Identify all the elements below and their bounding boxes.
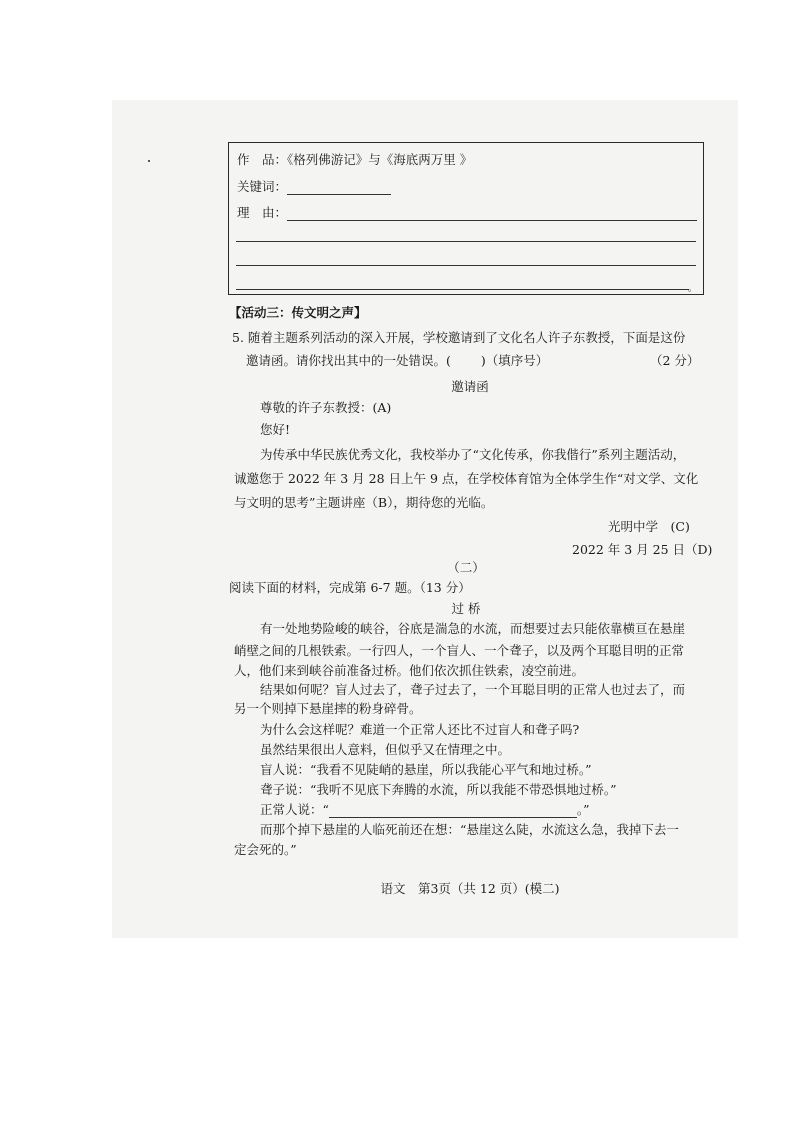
passage-title: 过 桥 [451,601,481,616]
passage-p2-line1: 结果如何呢？盲人过去了，聋子过去了，一个耳聪目明的正常人也过去了，而 [260,682,686,697]
reasons-box [228,142,704,295]
section2-number: （二） [447,560,485,575]
q5-line2 [246,351,548,369]
passage-p7-blank [329,805,577,818]
invitation-date: 2022 年 3 月 25 日（D) [572,542,713,557]
passage-p7 [260,800,590,818]
invitation-salutation: 尊敬的许子东教授：(A) [260,400,392,415]
keyword-blank [287,182,391,195]
reason-line-4 [236,289,689,290]
scan-speck [148,160,150,162]
passage-p2-line2: 另一个则掉下悬崖摔的粉身碎骨。 [234,701,422,716]
end-mark: 。 [687,284,697,294]
q5-line1: 5. 随着主题系列活动的深入开展，学校邀请到了文化名人许子东教授，下面是这份 [232,330,686,345]
passage-p7-b: 。” [576,802,590,817]
passage-p5: 盲人说：“我看不见陡峭的悬崖，所以我能心平气和地过桥。” [260,762,592,777]
passage-p6: 聋子说：“我听不见底下奔腾的水流，所以我能不带恐惧地过桥。” [260,782,617,797]
passage-p7-a: 正常人说：“ [260,802,329,817]
passage-p8-line1: 而那个掉下悬崖的人临死前还在想：“悬崖这么陡，水流这么急，我掉下去一 [260,822,679,837]
section2-instruction: 阅读下面的材料，完成第 6-7 题。（13 分） [229,580,471,595]
passage-p4: 虽然结果很出人意料，但似乎又在情理之中。 [260,742,511,757]
page-footer: 语文 第3页（共 12 页）(模二) [380,881,560,896]
reason-label: 理 由： [237,205,288,220]
works-value: 《格列佛游记》与《海底两万里 》 [287,152,473,167]
q5-line2-a: 邀请函。请你找出其中的一处错误。( [246,353,451,368]
q5-score: （2 分） [650,353,700,368]
invitation-sender: 光明中学 (C) [608,519,690,534]
keyword-row [237,177,391,195]
invitation-body-line2: 诚邀您于 2022 年 3 月 28 日上午 9 点，在学校体育馆为全体学生作“对文学、文化 [234,471,699,486]
invitation-title: 邀请函 [451,379,489,394]
invitation-greeting: 您好! [260,422,291,437]
works-label: 作 品： [237,152,288,167]
reason-blank [287,208,697,221]
reason-line-3 [236,265,696,266]
passage-p3: 为什么会这样呢？难道一个正常人还比不过盲人和聋子吗? [260,722,580,737]
activity3-heading: 【活动三：传文明之声】 [229,305,367,320]
q5-line2-b: )（填序号） [480,353,549,368]
reason-line-2 [236,241,696,242]
passage-p1-line3: 人，他们来到峡谷前准备过桥。他们依次抓住铁索，凌空前进。 [234,663,585,678]
passage-p1-line2: 峭壁之间的几根铁索。一行四人，一个盲人、一个聋子，以及两个耳聪目明的正常 [234,643,685,658]
works-row [237,150,472,168]
invitation-body-line3: 与文明的思考”主题讲座（B），期待您的光临。 [234,495,494,510]
reason-row [237,203,696,221]
invitation-body-line1: 为传承中华民族优秀文化，我校举办了“文化传承，你我偕行”系列主题活动， [260,447,686,462]
keyword-label: 关键词： [237,179,288,194]
passage-p8-line2: 定会死的。” [234,842,297,857]
passage-p1-line1: 有一处地势险峻的峡谷，谷底是湍急的水流，而想要过去只能依靠横亘在悬崖 [260,621,686,636]
